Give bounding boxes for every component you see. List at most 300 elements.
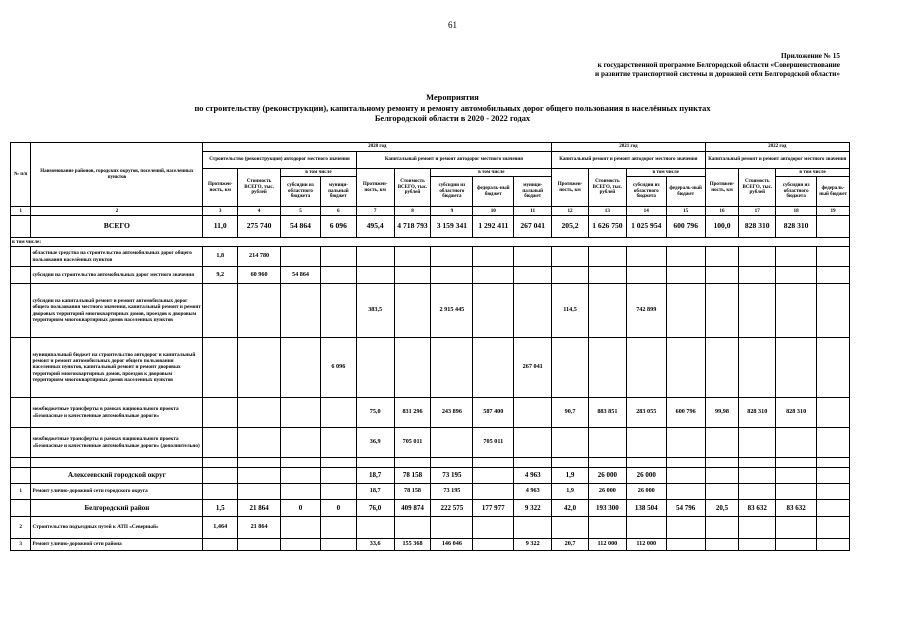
cell-value: [705, 517, 739, 539]
cell-value: 18,7: [356, 468, 394, 484]
cell-value: 828 310: [776, 398, 817, 428]
row-name: межбюджетные трансферты в рамках национального проекта «Безопасные и качественные автомобильные дороги» (дополнительно): [31, 428, 203, 458]
row-number: [11, 500, 31, 517]
cell-value: [473, 468, 514, 484]
cell-value: [739, 517, 776, 539]
cell-value: 138 504: [626, 500, 666, 517]
cell-value: 112 000: [588, 539, 626, 551]
cell-value: [473, 539, 514, 551]
row-name: межбюджетные трансферты в рамках национального проекта «Безопасные и качественные автомобильные дороги»: [31, 398, 203, 428]
title-line: Белгородской области в 2020 - 2022 годах: [374, 114, 531, 123]
column-number: 9: [431, 207, 473, 216]
cell-value: [705, 338, 739, 398]
cell-value: [776, 428, 817, 458]
cell-value: 6 096: [320, 338, 356, 398]
cell-value: [739, 484, 776, 500]
cell-value: 26 000: [626, 468, 666, 484]
cell-value: [320, 284, 356, 338]
cell-value: [320, 247, 356, 267]
cell-value: [394, 517, 431, 539]
cell-value: [666, 468, 705, 484]
cell-value: [588, 517, 626, 539]
table-row: [11, 458, 850, 468]
cell-value: 9 322: [514, 539, 552, 551]
cell-value: 73 195: [431, 484, 473, 500]
cell-value: [626, 267, 666, 284]
header-subsidy: субсидии из областного бюджета: [776, 177, 817, 207]
header-subsidy: субсидии из областного бюджета: [281, 177, 321, 207]
cell-value: [817, 267, 850, 284]
cell-value: 1,9: [552, 484, 589, 500]
cell-value: [817, 517, 850, 539]
header-cost-total: Стоимость ВСЕГО, тыс. рублей: [739, 169, 776, 207]
cell-value: [394, 338, 431, 398]
cell-value: [705, 284, 739, 338]
cell-value: 883 851: [588, 398, 626, 428]
cell-value: 112 000: [626, 539, 666, 551]
header-subsidy: субсидии из областного бюджета: [431, 177, 473, 207]
header-name: Наименование районов, городских округов, поселений, населенных пунктов: [31, 143, 203, 207]
cell-value: 54 864: [281, 267, 321, 284]
cell-value: [203, 484, 238, 500]
cell-value: [739, 428, 776, 458]
cell-value: [203, 458, 238, 468]
cell-value: 146 046: [431, 539, 473, 551]
cell-value: 36,9: [356, 428, 394, 458]
cell-value: [776, 458, 817, 468]
column-number: 14: [626, 207, 666, 216]
table-row: [11, 428, 850, 458]
column-number: 18: [776, 207, 817, 216]
cell-value: 155 368: [394, 539, 431, 551]
cell-value: 222 575: [431, 500, 473, 517]
cell-value: 42,0: [552, 500, 589, 517]
cell-value: 275 740: [238, 216, 281, 238]
cell-value: 4 963: [514, 484, 552, 500]
row-name: Алексеевский городской округ: [31, 468, 203, 484]
cell-value: [626, 338, 666, 398]
row-number: [11, 216, 31, 238]
header-length: Протяжен-ность, км: [552, 169, 589, 207]
table-row: [11, 267, 850, 284]
cell-value: [281, 458, 321, 468]
including-row: [11, 238, 850, 247]
column-number: 1: [11, 207, 31, 216]
cell-value: [473, 267, 514, 284]
table-row: [11, 284, 850, 338]
cell-value: [817, 539, 850, 551]
header-including: в том числе: [776, 169, 850, 177]
cell-value: [320, 267, 356, 284]
cell-value: [514, 398, 552, 428]
cell-value: [514, 267, 552, 284]
cell-value: 495,4: [356, 216, 394, 238]
cell-value: 1,5: [203, 500, 238, 517]
cell-value: 831 296: [394, 398, 431, 428]
cell-value: [238, 398, 281, 428]
cell-value: 600 796: [666, 216, 705, 238]
cell-value: [203, 398, 238, 428]
cell-value: [473, 458, 514, 468]
row-number: [11, 468, 31, 484]
cell-value: [394, 284, 431, 338]
cell-value: [238, 484, 281, 500]
cell-value: [626, 458, 666, 468]
cell-value: [238, 458, 281, 468]
cell-value: 9 322: [514, 500, 552, 517]
title-line: Мероприятия: [426, 93, 479, 102]
cell-value: 828 310: [739, 216, 776, 238]
cell-value: [626, 428, 666, 458]
cell-value: 1,8: [203, 247, 238, 267]
cell-value: 1,9: [552, 468, 589, 484]
cell-value: [705, 539, 739, 551]
cell-value: 267 041: [514, 338, 552, 398]
cell-value: 78 158: [394, 484, 431, 500]
row-name: Белгородский район: [31, 500, 203, 517]
row-number: 3: [11, 539, 31, 551]
header-including: в том числе: [431, 169, 552, 177]
cell-value: [588, 247, 626, 267]
cell-value: [203, 428, 238, 458]
cell-value: [705, 247, 739, 267]
cell-value: [281, 284, 321, 338]
cell-value: [776, 484, 817, 500]
cell-value: [626, 517, 666, 539]
measures-table: [10, 142, 850, 551]
cell-value: [514, 247, 552, 267]
header-federal: федераль-ный бюджет: [666, 177, 705, 207]
cell-value: [320, 428, 356, 458]
cell-value: 6 096: [320, 216, 356, 238]
row-name: субсидии на капитальный ремонт и ремонт автомобильных дорог общего пользования местного значения, капитальный ремонт и ремонт дворовых территорий многоквартирных домов, проездов к дворовым территориям многоквартирных домов населенных пунктов: [31, 284, 203, 338]
row-number: [11, 247, 31, 267]
cell-value: 205,2: [552, 216, 589, 238]
cell-value: 20,5: [705, 500, 739, 517]
row-number: [11, 267, 31, 284]
row-number: [11, 398, 31, 428]
cell-value: [473, 247, 514, 267]
cell-value: [203, 338, 238, 398]
cell-value: 409 874: [394, 500, 431, 517]
cell-value: 33,6: [356, 539, 394, 551]
cell-value: [473, 338, 514, 398]
column-number: 19: [817, 207, 850, 216]
cell-value: 0: [281, 500, 321, 517]
cell-value: 54 796: [666, 500, 705, 517]
cell-value: 1,464: [203, 517, 238, 539]
cell-value: [514, 284, 552, 338]
cell-value: 214 780: [238, 247, 281, 267]
cell-value: [666, 338, 705, 398]
cell-value: [817, 216, 850, 238]
cell-value: [356, 267, 394, 284]
column-number: 8: [394, 207, 431, 216]
cell-value: [817, 338, 850, 398]
cell-value: 73 195: [431, 468, 473, 484]
cell-value: [776, 247, 817, 267]
appendix-title: Приложение № 15: [781, 52, 840, 60]
header-construction-2020: Строительство (реконструкция) автодорог местного значения: [203, 152, 356, 169]
cell-value: 99,98: [705, 398, 739, 428]
cell-value: [320, 517, 356, 539]
cell-value: [394, 247, 431, 267]
cell-value: 283 055: [626, 398, 666, 428]
cell-value: [588, 428, 626, 458]
row-name: областные средства на строительство автомобильных дорог общего пользования населённых пунктов: [31, 247, 203, 267]
cell-value: [817, 428, 850, 458]
cell-value: [588, 338, 626, 398]
column-number: 11: [514, 207, 552, 216]
header-length: Протяжен-ность, км: [203, 169, 238, 207]
table-row: [11, 539, 850, 551]
row-name: Ремонт улично-дорожной сети района: [31, 539, 203, 551]
cell-value: [281, 338, 321, 398]
cell-value: 114,5: [552, 284, 589, 338]
header-including: в том числе: [626, 169, 705, 177]
table-row: [11, 484, 850, 500]
row-name: [31, 458, 203, 468]
cell-value: [817, 500, 850, 517]
cell-value: [666, 484, 705, 500]
cell-value: [666, 428, 705, 458]
cell-value: 100,0: [705, 216, 739, 238]
total-row: [11, 216, 850, 238]
cell-value: [238, 428, 281, 458]
cell-value: 587 400: [473, 398, 514, 428]
cell-value: [588, 284, 626, 338]
cell-value: 75,0: [356, 398, 394, 428]
column-number: 2: [31, 207, 203, 216]
cell-value: [776, 517, 817, 539]
cell-value: [705, 267, 739, 284]
column-number: 16: [705, 207, 739, 216]
header-length: Протяжен-ность, км: [705, 169, 739, 207]
header-cost-total: Стоимость ВСЕГО, тыс. рублей: [238, 169, 281, 207]
header-cost-total: Стоимость ВСЕГО, тыс. рублей: [588, 169, 626, 207]
cell-value: [281, 468, 321, 484]
table-row: [11, 338, 850, 398]
cell-value: [552, 247, 589, 267]
row-number: 2: [11, 517, 31, 539]
row-number: 1: [11, 484, 31, 500]
cell-value: [320, 468, 356, 484]
cell-value: [431, 247, 473, 267]
column-number: 10: [473, 207, 514, 216]
column-number: 12: [552, 207, 589, 216]
cell-value: [552, 338, 589, 398]
header-subsidy: субсидии из областного бюджета: [626, 177, 666, 207]
cell-value: [356, 458, 394, 468]
row-name: муниципальный бюджет на строительство автодорог и капитальный ремонт и ремонт автомобильных дорог общего пользования населенных пунктов, капитальный ремонт и ремонт дворовых территорий многоквартирных домов, проездов к дворовым территориям многоквартирных домов населенных пунктов: [31, 338, 203, 398]
header-repair-2022: Капитальный ремонт и ремонт автодорог местного значения: [705, 152, 849, 169]
cell-value: 20,7: [552, 539, 589, 551]
cell-value: [356, 338, 394, 398]
cell-value: [705, 458, 739, 468]
cell-value: [739, 247, 776, 267]
cell-value: 1 025 954: [626, 216, 666, 238]
cell-value: 18,7: [356, 484, 394, 500]
cell-value: [473, 284, 514, 338]
cell-value: [817, 484, 850, 500]
cell-value: [281, 484, 321, 500]
cell-value: 60 960: [238, 267, 281, 284]
cell-value: [473, 484, 514, 500]
cell-value: [776, 284, 817, 338]
column-number: 5: [281, 207, 321, 216]
column-numbers-row: [11, 207, 850, 216]
cell-value: [473, 517, 514, 539]
appendix-note: [595, 52, 840, 79]
header-length: Протяжен-ность, км: [356, 169, 394, 207]
cell-value: [514, 517, 552, 539]
cell-value: 21 864: [238, 500, 281, 517]
cell-value: [356, 247, 394, 267]
cell-value: [666, 267, 705, 284]
row-number: [11, 428, 31, 458]
column-number: 7: [356, 207, 394, 216]
cell-value: [431, 458, 473, 468]
header-municipal: муници-пальный бюджет: [514, 177, 552, 207]
cell-value: 742 899: [626, 284, 666, 338]
cell-value: 193 300: [588, 500, 626, 517]
appendix-line: и развитие транспортной системы и дорожной сети Белгородской области»: [595, 70, 840, 78]
page-number: 61: [448, 20, 457, 30]
row-name: ВСЕГО: [31, 216, 203, 238]
cell-value: [776, 267, 817, 284]
cell-value: [776, 338, 817, 398]
cell-value: 26 000: [588, 468, 626, 484]
document-title: [0, 93, 905, 125]
cell-value: [320, 398, 356, 428]
header-cost-total: Стоимость ВСЕГО, тыс. рублей: [394, 169, 431, 207]
header-municipal: муници-пальный бюджет: [320, 177, 356, 207]
cell-value: 828 310: [776, 216, 817, 238]
cell-value: [431, 267, 473, 284]
column-number: 6: [320, 207, 356, 216]
cell-value: [356, 517, 394, 539]
cell-value: [238, 539, 281, 551]
cell-value: 2 915 445: [431, 284, 473, 338]
column-number: 17: [739, 207, 776, 216]
header-federal: федераль-ный бюджет: [473, 177, 514, 207]
cell-value: [666, 539, 705, 551]
cell-value: [588, 458, 626, 468]
cell-value: [281, 428, 321, 458]
title-line: по строительству (реконструкции), капитальному ремонту и ремонту автомобильных дорог общего пользования в населённых пунктах: [194, 103, 711, 113]
cell-value: 177 977: [473, 500, 514, 517]
cell-value: 3 159 341: [431, 216, 473, 238]
cell-value: [552, 428, 589, 458]
cell-value: [739, 338, 776, 398]
cell-value: [626, 247, 666, 267]
cell-value: [552, 267, 589, 284]
header-repair-2020: Капитальный ремонт и ремонт автодорог местного значения: [356, 152, 551, 169]
cell-value: 78 158: [394, 468, 431, 484]
cell-value: [431, 338, 473, 398]
cell-value: 600 796: [666, 398, 705, 428]
cell-value: 4 718 793: [394, 216, 431, 238]
cell-value: [238, 284, 281, 338]
cell-value: [705, 468, 739, 484]
cell-value: [238, 468, 281, 484]
cell-value: [320, 458, 356, 468]
cell-value: [203, 284, 238, 338]
row-name: Ремонт улично-дорожной сети городского округа: [31, 484, 203, 500]
cell-value: [776, 539, 817, 551]
cell-value: [817, 458, 850, 468]
cell-value: [203, 539, 238, 551]
cell-value: [739, 284, 776, 338]
header-no: № п/п: [11, 143, 31, 207]
cell-value: 11,0: [203, 216, 238, 238]
district-row: [11, 500, 850, 517]
cell-value: [739, 267, 776, 284]
cell-value: [776, 468, 817, 484]
cell-value: [739, 539, 776, 551]
cell-value: 21 864: [238, 517, 281, 539]
cell-value: [817, 247, 850, 267]
cell-value: 828 310: [739, 398, 776, 428]
column-number: 4: [238, 207, 281, 216]
column-number: 15: [666, 207, 705, 216]
cell-value: 705 011: [394, 428, 431, 458]
including-label: в том числе:: [11, 238, 850, 247]
cell-value: 1 626 750: [588, 216, 626, 238]
cell-value: [588, 267, 626, 284]
cell-value: [552, 517, 589, 539]
cell-value: [739, 458, 776, 468]
cell-value: 0: [320, 500, 356, 517]
cell-value: [281, 398, 321, 428]
cell-value: [320, 484, 356, 500]
cell-value: [394, 458, 431, 468]
column-number: 13: [588, 207, 626, 216]
cell-value: 243 896: [431, 398, 473, 428]
cell-value: 76,0: [356, 500, 394, 517]
cell-value: [281, 247, 321, 267]
row-number: [11, 338, 31, 398]
cell-value: [238, 338, 281, 398]
cell-value: 383,5: [356, 284, 394, 338]
header-federal: федераль-ный бюджет: [817, 177, 850, 207]
header-year-2021: 2021 год: [552, 143, 705, 152]
header-year-2020: 2020 год: [203, 143, 552, 152]
cell-value: 26 000: [626, 484, 666, 500]
cell-value: [320, 539, 356, 551]
cell-value: [394, 267, 431, 284]
cell-value: [431, 428, 473, 458]
table-row: [11, 517, 850, 539]
cell-value: [203, 468, 238, 484]
cell-value: [817, 398, 850, 428]
table-row: [11, 247, 850, 267]
cell-value: [552, 458, 589, 468]
cell-value: 54 864: [281, 216, 321, 238]
cell-value: [705, 484, 739, 500]
cell-value: [666, 284, 705, 338]
district-row: [11, 468, 850, 484]
cell-value: [666, 247, 705, 267]
cell-value: [705, 428, 739, 458]
cell-value: [431, 517, 473, 539]
cell-value: [817, 468, 850, 484]
column-number: 3: [203, 207, 238, 216]
cell-value: 83 632: [739, 500, 776, 517]
cell-value: [666, 517, 705, 539]
header-repair-2021: Капитальный ремонт и ремонт автодорог местного значения: [552, 152, 705, 169]
cell-value: [514, 458, 552, 468]
